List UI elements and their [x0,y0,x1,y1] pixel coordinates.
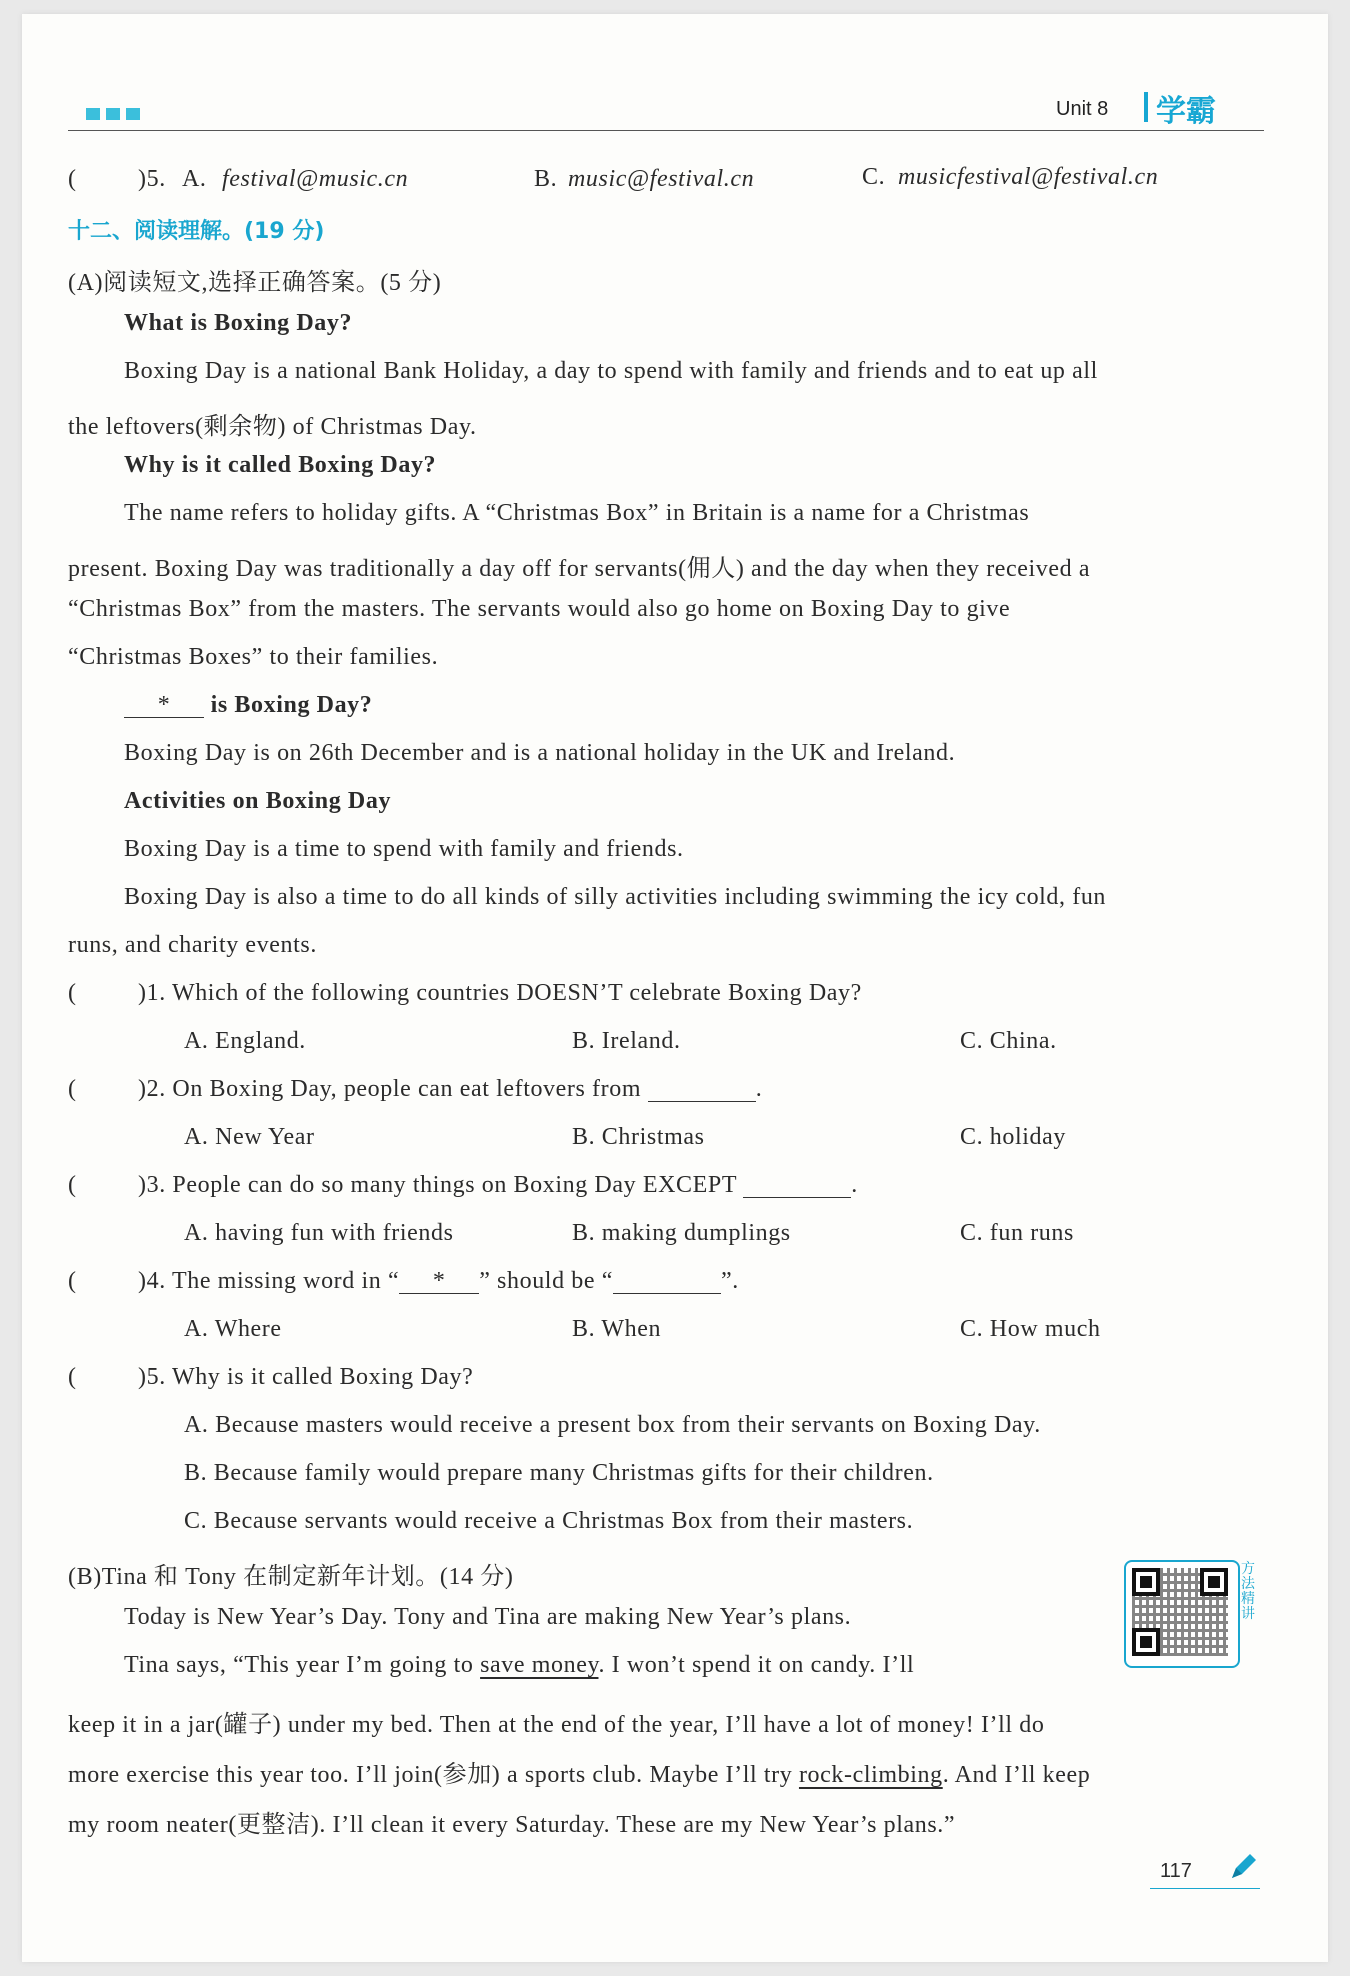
prev-q5-option-c: musicfestival@festival.cn [898,164,1159,190]
q3-option-b: B. making dumplings [572,1220,791,1246]
passage-a-p3: Boxing Day is on 26th December and is a national holiday in the UK and Ireland. [124,740,956,766]
section-title: 十二、阅读理解。(19 分) [68,219,325,244]
q3-stem-end: . [851,1172,858,1198]
q5-paren: ( [68,1364,77,1390]
passage-a-p1-line2: the leftovers(剩余物) of Christmas Day. [68,414,477,440]
q4-quoted-blank: * [399,1269,479,1294]
prev-q5-option-c-label: C. [862,164,886,190]
q4-option-b: B. When [572,1316,662,1342]
q1-option-c: C. China. [960,1028,1057,1054]
heading-when-blank [124,692,372,719]
passage-b-underline-save-money: save money [480,1652,599,1678]
header-decor-square [106,108,120,120]
heading-why-called: Why is it called Boxing Day? [124,452,437,478]
q3-option-c: C. fun runs [960,1220,1074,1246]
header-rule [68,130,1264,131]
qr-finder [1132,1568,1160,1596]
qr-label: 方法精讲 [1241,1561,1255,1622]
brand-bar [1144,92,1148,122]
q3-option-a: A. having fun with friends [184,1220,454,1246]
passage-b-p2-l3-pre: more exercise this year too. I’ll join(参加) a sports club. Maybe I’ll try [68,1762,799,1788]
passage-a-p2-line4: “Christmas Boxes” to their families. [68,644,439,670]
q5-option-a: A. Because masters would receive a present box from their servants on Boxing Day. [184,1412,1041,1438]
prev-q5-option-b-label: B. [534,166,558,192]
header-decor-square [86,108,100,120]
heading-activities: Activities on Boxing Day [124,788,392,814]
passage-b-p2-post: . I won’t spend it on candy. I’ll [598,1652,915,1678]
page-number-rule [1150,1888,1260,1889]
qr-code[interactable] [1124,1560,1240,1668]
q3-stem-line [138,1172,858,1199]
q1-stem: )1. Which of the following countries DOESN’T celebrate Boxing Day? [138,980,862,1006]
passage-a-p5-line1: Boxing Day is also a time to do all kinds of silly activities including swimming the icy cold, fun [124,884,1107,910]
passage-b-p1: Today is New Year’s Day. Tony and Tina are making New Year’s plans. [124,1604,852,1630]
q4-answer-blank[interactable] [613,1269,721,1294]
passage-a-p1-line1: Boxing Day is a national Bank Holiday, a day to spend with family and friends and to eat up all [124,358,1098,384]
unit-label: Unit 8 [1056,98,1109,120]
prev-q5-option-b: music@festival.cn [568,166,755,192]
prev-q5-option-a: festival@music.cn [222,166,409,192]
q5-option-b: B. Because family would prepare many Christmas gifts for their children. [184,1460,934,1486]
part-b-instruction: (B)Tina 和 Tony 在制定新年计划。(14 分) [68,1564,514,1590]
pencil-icon [1228,1852,1258,1882]
q2-option-a: A. New Year [184,1124,315,1150]
q2-paren: ( [68,1076,77,1102]
q2-stem: )2. On Boxing Day, people can eat leftovers from [138,1076,642,1102]
q2-stem-line [138,1076,762,1103]
passage-b-p2-line4: my room neater(更整洁). I’ll clean it every Saturday. These are my New Year’s plans.” [68,1812,956,1838]
heading-blank: * [124,693,204,718]
q3-stem: )3. People can do so many things on Boxing Day EXCEPT [138,1172,737,1198]
qr-finder [1132,1628,1160,1656]
passage-a-p2-line3: “Christmas Box” from the masters. The servants would also go home on Boxing Day to give [68,596,1011,622]
q3-answer-blank[interactable] [743,1173,851,1198]
q4-option-a: A. Where [184,1316,282,1342]
page-number: 117 [1160,1860,1192,1882]
heading-what-is: What is Boxing Day? [124,310,353,336]
heading-when-text: is Boxing Day? [210,692,373,718]
q4-stem-end: ”. [720,1268,739,1294]
q2-answer-blank[interactable] [648,1077,756,1102]
passage-a-p4: Boxing Day is a time to spend with family and friends. [124,836,684,862]
q4-option-c: C. How much [960,1316,1101,1342]
passage-b-p2-line2: keep it in a jar(罐子) under my bed. Then at the end of the year, I’ll have a lot of money! I’ll do [68,1712,1045,1738]
prev-q5-paren: ( [68,166,77,192]
passage-a-p2-line1: The name refers to holiday gifts. A “Christmas Box” in Britain is a name for a Christmas [124,500,1030,526]
q4-stem: )4. The missing word in “ [138,1268,400,1294]
q2-option-c: C. holiday [960,1124,1066,1150]
q1-paren: ( [68,980,77,1006]
q4-stem-mid: ” should be “ [479,1268,613,1294]
q5-option-c: C. Because servants would receive a Christmas Box from their masters. [184,1508,914,1534]
passage-b-underline-rock-climbing: rock-climbing [798,1762,943,1788]
header-decor-square [126,108,140,120]
q1-option-b: B. Ireland. [572,1028,681,1054]
q5-stem: )5. Why is it called Boxing Day? [138,1364,474,1390]
q4-paren: ( [68,1268,77,1294]
passage-b-p2-l3-post: . And I’ll keep [942,1762,1091,1788]
passage-b-p2-pre: Tina says, “This year I’m going to [124,1652,481,1678]
q2-stem-end: . [755,1076,763,1102]
prev-q5-option-a-label: A. [182,166,207,192]
q2-option-b: B. Christmas [572,1124,705,1150]
q4-stem-line [138,1268,739,1295]
prev-q5-number: )5. [138,166,166,192]
qr-finder [1200,1568,1228,1596]
passage-a-p2-line2: present. Boxing Day was traditionally a day off for servants(佣人) and the day when they received a [68,556,1091,582]
part-a-instruction: (A)阅读短文,选择正确答案。(5 分) [68,270,442,296]
passage-a-p5-line2: runs, and charity events. [68,932,317,958]
q3-paren: ( [68,1172,77,1198]
brand-logo: 学霸 [1156,94,1216,129]
passage-b-p2-line1 [124,1652,914,1679]
passage-b-p2-line3 [68,1754,1090,1789]
q1-option-a: A. England. [184,1028,306,1054]
